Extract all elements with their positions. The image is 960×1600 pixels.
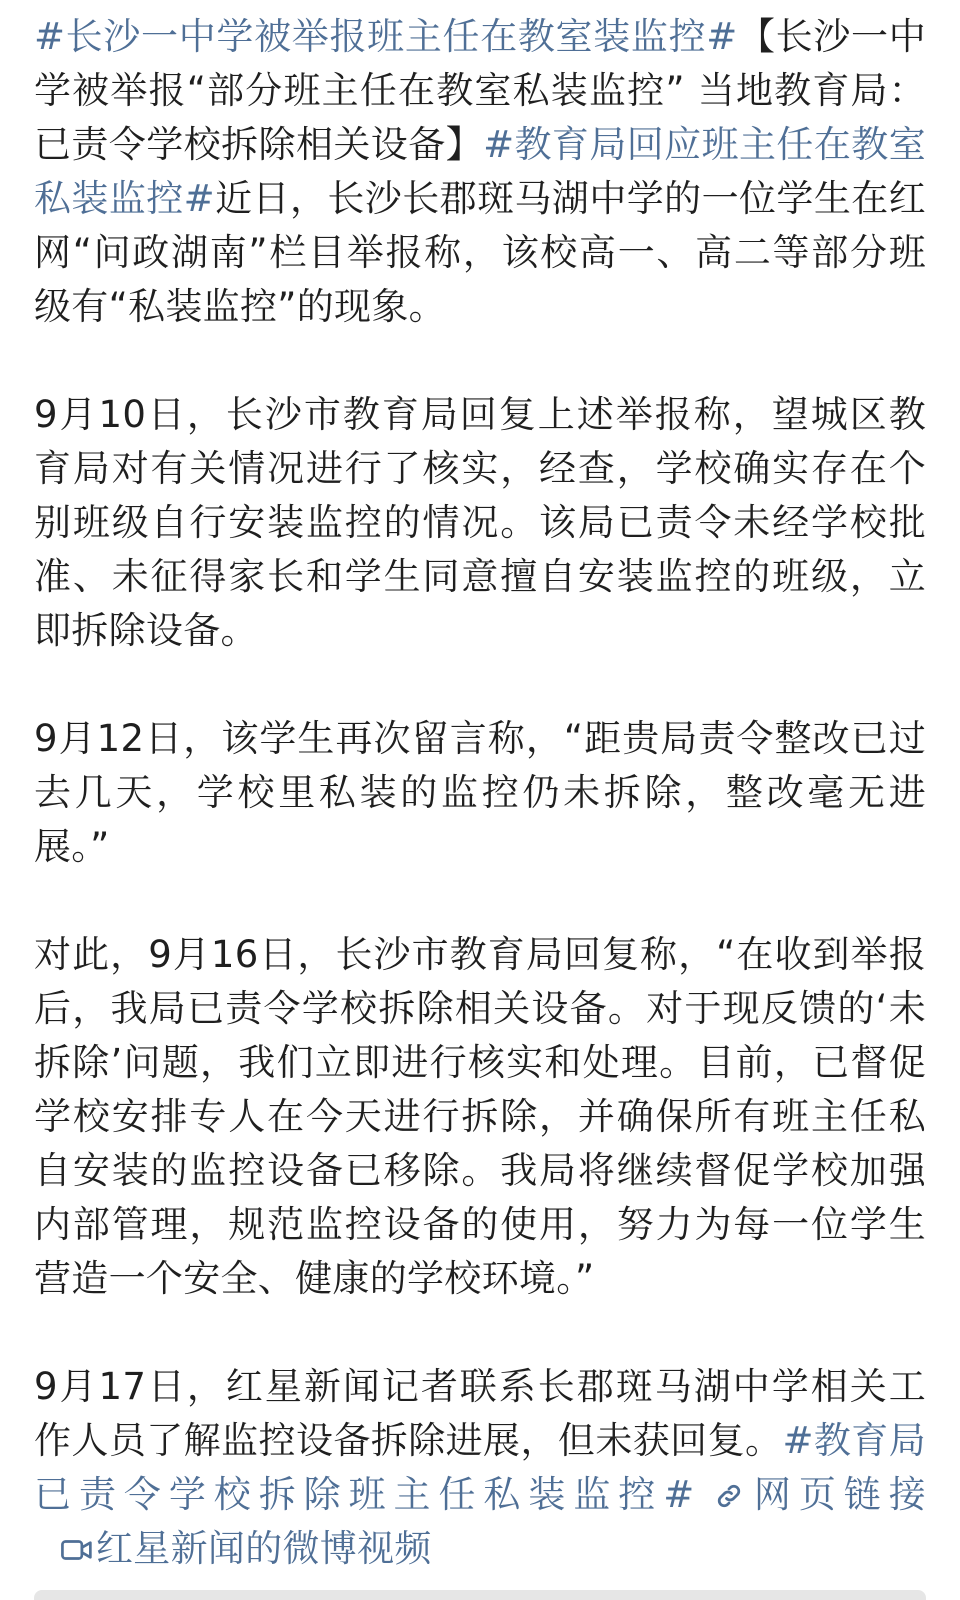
intro-text: 近日，长沙长郡斑马湖中学的一位学生在红网“问政湖南”栏目举报称，该校高一、高二等部分班级有“私装监控”的现象。 xyxy=(34,177,926,328)
post-paragraph-4: 对此，9月16日，长沙市教育局回复称，“在收到举报后，我局已责令学校拆除相关设备。对于现反馈的‘未拆除’问题，我们立即进行核实和处理。目前，已督促学校安排专人在今天进行拆除，并确保所有班主任私自安装的监控设备已移除。我局将继续督促学校加强内部管理，规范监控设备的使用，努力为每一位学生营造一个安全、健康的学校环境。” xyxy=(34,933,926,1300)
topic-hashtag-education-bureau-response[interactable]: #教育局回应班主任在教室私装监控# xyxy=(34,123,926,220)
closing-text: 9月17日，红星新闻记者联系长郡斑马湖中学相关工作人员了解监控设备拆除进展，但未获回复。 xyxy=(34,1365,926,1462)
web-link[interactable] xyxy=(714,1473,926,1516)
bottom-divider xyxy=(34,1590,926,1600)
video-camera-icon xyxy=(60,1535,94,1565)
topic-hashtag-removal-order[interactable]: #教育局已责令学校拆除班主任私装监控# xyxy=(34,1419,927,1516)
headline-text: 【长沙一中学被举报“部分班主任在教室私装监控” 当地教育局：已责令学校拆除相关设备】 xyxy=(34,15,927,166)
post-paragraph-5 xyxy=(34,1360,926,1576)
web-link-label: 网页链接 xyxy=(746,1473,927,1516)
topic-hashtag-school-monitoring[interactable]: #长沙一中学被举报班主任在教室装监控# xyxy=(34,15,738,58)
post-paragraph-1 xyxy=(34,10,926,334)
link-icon xyxy=(714,1481,744,1511)
post-content xyxy=(34,10,926,1576)
post-paragraph-3: 9月12日，该学生再次留言称，“距贵局责令整改已过去几天，学校里私装的监控仍未拆除，整改毫无进展。” xyxy=(34,717,926,868)
weibo-video-link[interactable] xyxy=(60,1527,432,1570)
weibo-video-link-label: 红星新闻的微博视频 xyxy=(96,1527,432,1570)
post-paragraph-2: 9月10日，长沙市教育局回复上述举报称，望城区教育局对有关情况进行了核实，经查，学校确实存在个别班级自行安装监控的情况。该局已责令未经学校批准、未征得家长和学生同意擅自安装监控的班级，立即拆除设备。 xyxy=(34,393,926,652)
